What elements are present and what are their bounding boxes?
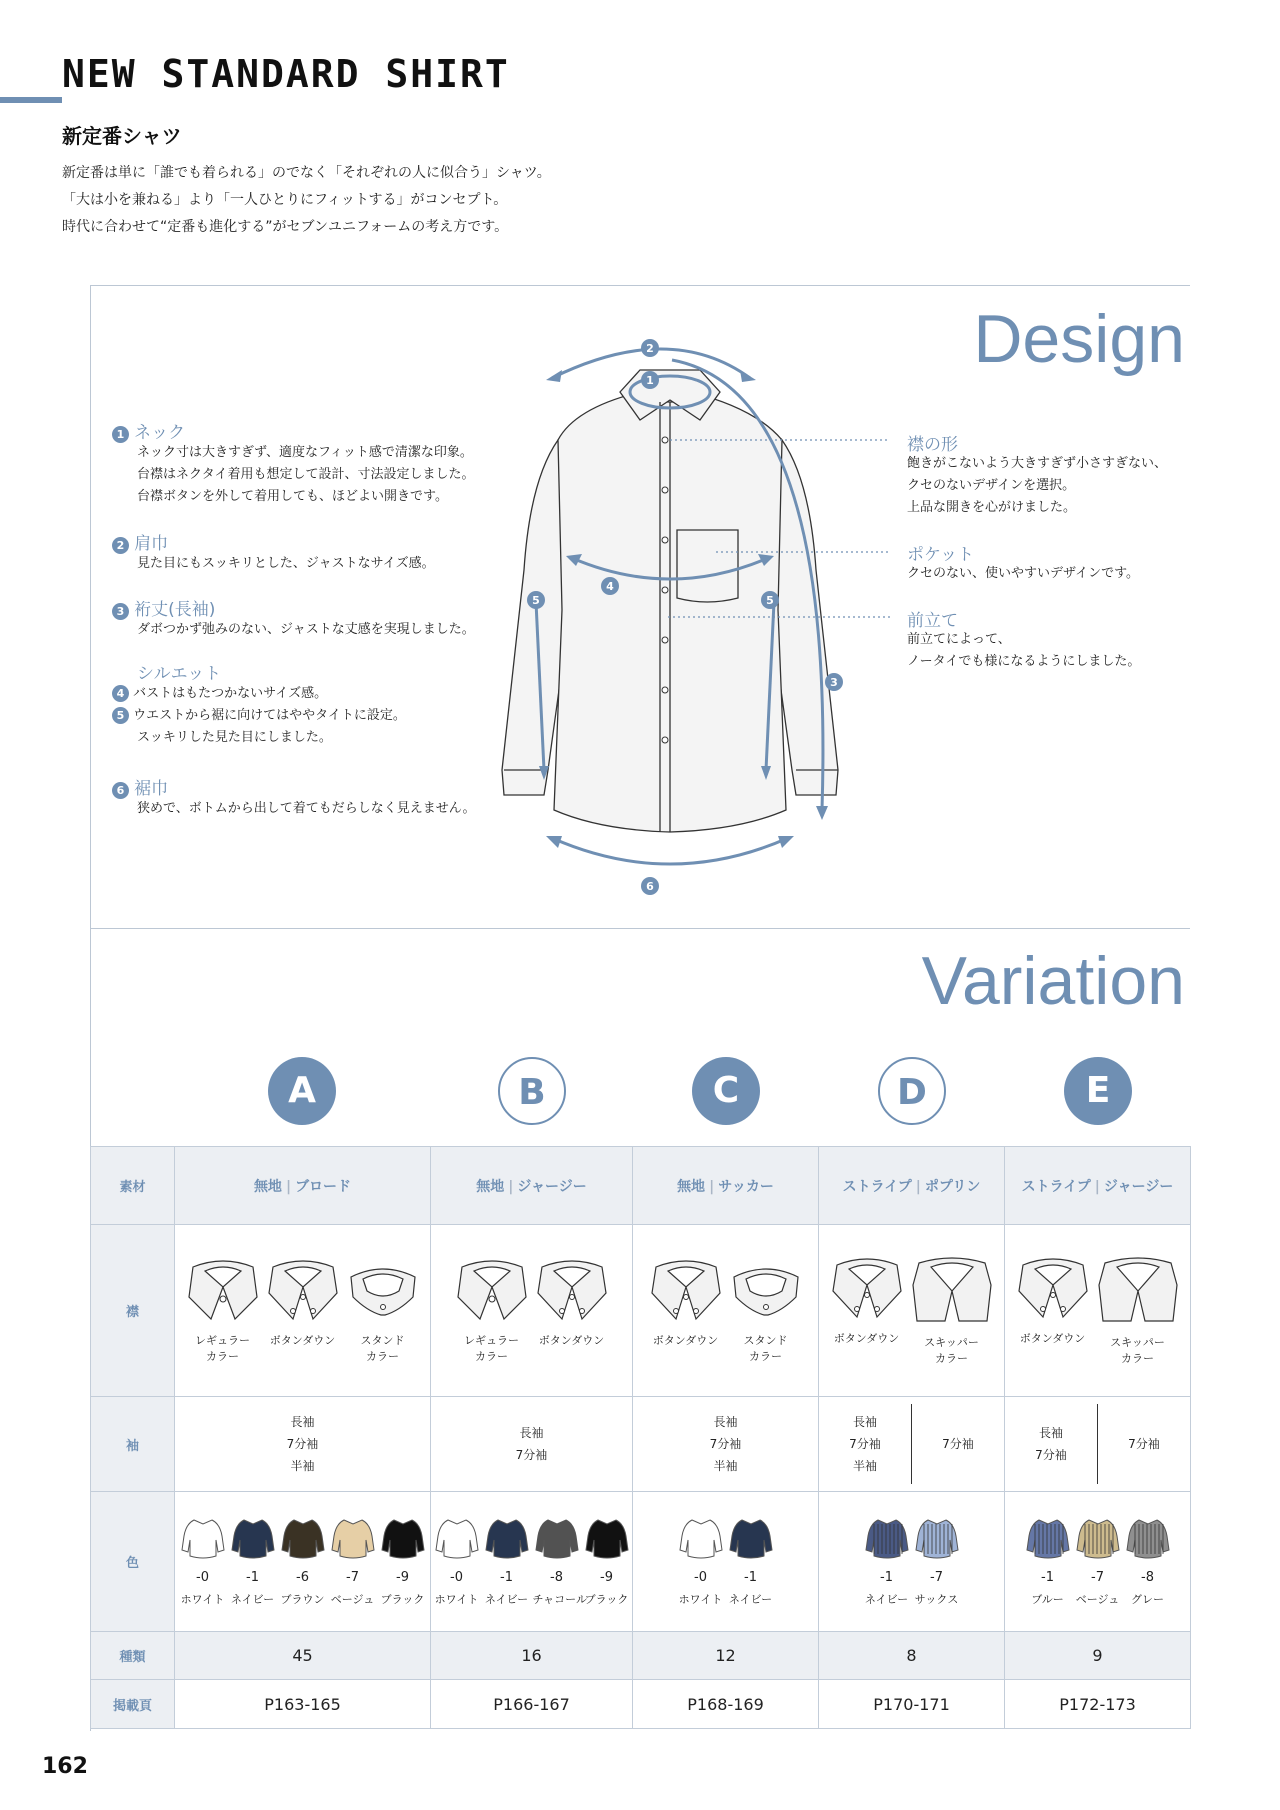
material-cell: 無地 | サッカー xyxy=(633,1147,819,1225)
sleeve-cell xyxy=(175,1397,431,1492)
sleeve-option: 長袖 xyxy=(1038,1426,1063,1440)
color-name: ベージュ xyxy=(330,1593,375,1606)
buttondown-collar xyxy=(831,1255,903,1347)
body-line: クセのないデザインを選択。 xyxy=(907,478,1076,493)
sleeve-option: 7分袖 xyxy=(942,1437,974,1451)
diagram-number: 5 xyxy=(532,594,540,607)
color-name: チャコール xyxy=(532,1593,587,1606)
collar-label: スタンド カラー xyxy=(743,1333,788,1363)
silhouette-text: ウエストから裾に向けてはややタイトに設定。 xyxy=(133,708,406,723)
placket-body xyxy=(907,629,1140,673)
sleeve-list xyxy=(819,1411,911,1477)
design-point-sleeve-length xyxy=(112,595,215,620)
sleeve-option: 7分袖 xyxy=(286,1437,319,1451)
shirt-icon xyxy=(863,1516,911,1564)
sleeve-list xyxy=(633,1411,818,1477)
point-number-badge: 4 xyxy=(112,685,129,702)
shirt-icon xyxy=(179,1516,227,1564)
type-count: 12 xyxy=(633,1632,819,1680)
sleeve-option: 長袖 xyxy=(713,1415,738,1429)
collar-row xyxy=(91,1225,1191,1397)
collar-cell xyxy=(1005,1225,1191,1397)
color-code: -7 xyxy=(930,1570,943,1585)
color-code: -9 xyxy=(600,1570,613,1585)
shirt-diagram xyxy=(490,330,890,900)
color-code: -6 xyxy=(296,1570,309,1585)
shirt-icon xyxy=(279,1516,327,1564)
color-code: -7 xyxy=(346,1570,359,1585)
point-number-badge: 1 xyxy=(112,426,129,443)
point-title: 裾巾 xyxy=(134,779,169,799)
diagram-number: 3 xyxy=(830,676,838,689)
color-cell xyxy=(633,1492,819,1632)
color-swatch xyxy=(863,1516,911,1607)
color-name: ホワイト xyxy=(434,1593,479,1606)
diagram-number: 4 xyxy=(606,580,614,593)
color-swatch xyxy=(379,1516,427,1607)
material-cell: 無地 | ジャージー xyxy=(431,1147,633,1225)
variation-letter-badge: B xyxy=(498,1057,566,1125)
variation-letter-badge: A xyxy=(268,1057,336,1125)
color-code: -0 xyxy=(694,1570,707,1585)
page-reference: P170-171 xyxy=(819,1680,1005,1729)
color-code: -0 xyxy=(196,1570,209,1585)
color-name: ネイビー xyxy=(728,1593,773,1606)
buttondown-collar xyxy=(650,1257,722,1349)
shirt-icon xyxy=(379,1516,427,1564)
color-code: -1 xyxy=(1041,1570,1054,1585)
color-swatch xyxy=(1074,1516,1122,1607)
shirt-icon xyxy=(533,1516,581,1564)
page-subtitle: 新定番シャツ xyxy=(62,124,182,148)
color-name: ネイビー xyxy=(230,1593,275,1606)
row-label: 色 xyxy=(91,1492,175,1632)
collar-icon xyxy=(911,1255,993,1329)
color-code: -1 xyxy=(500,1570,513,1585)
color-name: ホワイト xyxy=(180,1593,225,1606)
color-name: ベージュ xyxy=(1075,1593,1120,1606)
design-point-hem xyxy=(112,774,168,799)
design-point-shoulder xyxy=(112,529,168,554)
collar-shape-title: 襟の形 xyxy=(907,435,958,455)
shirt-icon xyxy=(677,1516,725,1564)
silhouette-title: シルエット xyxy=(137,664,222,684)
sleeve-cell xyxy=(1005,1397,1191,1492)
color-code: -7 xyxy=(1091,1570,1104,1585)
diagram-number: 1 xyxy=(646,374,654,387)
color-swatch xyxy=(727,1516,775,1607)
point-body-line: 台襟ボタンを外して着用しても、ほどよい開きです。 xyxy=(137,489,448,504)
point-title: ネック xyxy=(134,423,186,443)
sleeve-list xyxy=(175,1411,430,1477)
row-label: 素材 xyxy=(91,1147,175,1225)
color-swatch xyxy=(433,1516,481,1607)
collar-label: スキッパー カラー xyxy=(1110,1335,1165,1365)
collar-label: ボタンダウン xyxy=(1019,1331,1086,1345)
regular-collar xyxy=(456,1257,528,1365)
color-swatch xyxy=(1024,1516,1072,1607)
sleeve-list xyxy=(912,1433,1004,1455)
sleeve-cell xyxy=(819,1397,1005,1492)
point-number-badge: 6 xyxy=(112,782,129,799)
point-number-badge: 3 xyxy=(112,603,129,620)
color-cell xyxy=(819,1492,1005,1632)
sleeve-cell xyxy=(431,1397,633,1492)
variation-heading: Variation xyxy=(921,943,1185,1019)
material-cell: ストライプ | ポプリン xyxy=(819,1147,1005,1225)
body-line: ノータイでも様になるようにしました。 xyxy=(907,654,1141,669)
sleeve-row xyxy=(91,1397,1191,1492)
page-title: NEW STANDARD SHIRT xyxy=(62,52,510,96)
color-swatch xyxy=(229,1516,277,1607)
point-body-line: 台襟はネクタイ着用も想定して設計、寸法設定しました。 xyxy=(137,467,475,482)
shirt-icon xyxy=(329,1516,377,1564)
color-swatch xyxy=(677,1516,725,1607)
type-count: 8 xyxy=(819,1632,1005,1680)
color-code: -1 xyxy=(744,1570,757,1585)
sleeve-option: 半袖 xyxy=(713,1459,738,1473)
silhouette-item xyxy=(112,705,406,727)
collar-cell xyxy=(819,1225,1005,1397)
variation-letter-badge: D xyxy=(878,1057,946,1125)
shirt-icon xyxy=(583,1516,631,1564)
color-code: -8 xyxy=(550,1570,563,1585)
collar-icon xyxy=(267,1257,339,1327)
design-heading: Design xyxy=(973,301,1185,377)
collar-cell xyxy=(633,1225,819,1397)
diagram-number: 2 xyxy=(646,342,654,355)
color-name: ブラック xyxy=(380,1593,425,1606)
design-point-neck xyxy=(112,418,185,443)
collar-label: ボタンダウン xyxy=(833,1331,900,1345)
silhouette-extra: スッキリした見た目にしました。 xyxy=(137,730,332,745)
collar-icon xyxy=(347,1257,419,1327)
point-title: 肩巾 xyxy=(134,534,169,554)
color-name: ブルー xyxy=(1031,1593,1064,1606)
regular-collar xyxy=(187,1257,259,1365)
row-label: 掲載頁 xyxy=(91,1680,175,1729)
shirt-icon xyxy=(433,1516,481,1564)
color-code: -1 xyxy=(246,1570,259,1585)
page-reference: P166-167 xyxy=(431,1680,633,1729)
row-label: 襟 xyxy=(91,1225,175,1397)
collar-cell xyxy=(431,1225,633,1397)
color-swatch xyxy=(583,1516,631,1607)
shirt-icon xyxy=(1074,1516,1122,1564)
collar-shape-body xyxy=(907,453,1167,519)
color-name: グレー xyxy=(1131,1593,1164,1606)
intro-line: 時代に合わせて“定番も進化する”がセブンユニフォームの考え方です。 xyxy=(62,219,509,235)
color-cell xyxy=(1005,1492,1191,1632)
page-reference: P168-169 xyxy=(633,1680,819,1729)
sleeve-option: 7分袖 xyxy=(709,1437,742,1451)
point-body xyxy=(137,442,474,508)
material-row xyxy=(91,1147,1191,1225)
sleeve-option: 7分袖 xyxy=(515,1448,548,1462)
shirt-icon xyxy=(913,1516,961,1564)
collar-icon xyxy=(536,1257,608,1327)
color-swatch xyxy=(329,1516,377,1607)
color-swatch xyxy=(279,1516,327,1607)
sleeve-option: 7分袖 xyxy=(1035,1448,1067,1462)
sleeve-list xyxy=(1098,1433,1190,1455)
frame-top-rule xyxy=(90,285,1190,286)
collar-icon xyxy=(831,1255,903,1325)
color-name: ホワイト xyxy=(678,1593,723,1606)
color-cell xyxy=(431,1492,633,1632)
collar-label: レギュラー カラー xyxy=(464,1333,519,1363)
sleeve-option: 半袖 xyxy=(290,1459,315,1473)
color-cell xyxy=(175,1492,431,1632)
collar-label: ボタンダウン xyxy=(538,1333,605,1347)
point-title: 裄丈(長袖) xyxy=(134,600,216,620)
diagram-number: 5 xyxy=(766,594,774,607)
intro-line: 新定番は単に「誰でも着られる」のでなく「それぞれの人に似合う」シャツ。 xyxy=(62,165,551,181)
sleeve-option: 7分袖 xyxy=(849,1437,881,1451)
types-row xyxy=(91,1632,1191,1680)
shirt-icon xyxy=(229,1516,277,1564)
body-line: 上品な開きを心がけました。 xyxy=(907,500,1077,515)
page-reference: P172-173 xyxy=(1005,1680,1191,1729)
shirt-icon xyxy=(1024,1516,1072,1564)
pocket-title: ポケット xyxy=(907,545,975,565)
variation-table xyxy=(90,1146,1191,1729)
point-number-badge: 2 xyxy=(112,537,129,554)
skipper-collar xyxy=(1097,1255,1179,1367)
color-row xyxy=(91,1492,1191,1632)
collar-icon xyxy=(1097,1255,1179,1329)
page-reference: P163-165 xyxy=(175,1680,431,1729)
color-swatch xyxy=(1124,1516,1172,1607)
buttondown-collar xyxy=(267,1257,339,1349)
point-body-line: 見た目にもスッキリとした、ジャストなサイズ感。 xyxy=(137,556,435,571)
silhouette-text: バストはもたつかないサイズ感。 xyxy=(133,686,328,701)
silhouette-item xyxy=(112,683,327,705)
collar-label: スキッパー カラー xyxy=(924,1335,979,1365)
placket-title: 前立て xyxy=(907,611,958,631)
point-body-line: ダボつかず弛みのない、ジャストな丈感を実現しました。 xyxy=(137,622,475,637)
stand-collar xyxy=(730,1257,802,1365)
shirt-icon xyxy=(483,1516,531,1564)
buttondown-collar xyxy=(536,1257,608,1349)
collar-icon xyxy=(187,1257,259,1327)
collar-label: ボタンダウン xyxy=(652,1333,719,1347)
collar-label: ボタンダウン xyxy=(269,1333,336,1347)
pocket-body: クセのない、使いやすいデザインです。 xyxy=(907,566,1140,581)
row-label: 種類 xyxy=(91,1632,175,1680)
row-label: 袖 xyxy=(91,1397,175,1492)
collar-icon xyxy=(456,1257,528,1327)
color-swatch xyxy=(913,1516,961,1607)
body-line: 飽きがこないよう大きすぎず小さすぎない、 xyxy=(907,456,1168,471)
type-count: 16 xyxy=(431,1632,633,1680)
collar-label: レギュラー カラー xyxy=(195,1333,250,1363)
type-count: 9 xyxy=(1005,1632,1191,1680)
collar-label: スタンド カラー xyxy=(360,1333,405,1363)
collar-icon xyxy=(1017,1255,1089,1325)
color-swatch xyxy=(532,1516,587,1607)
color-code: -9 xyxy=(396,1570,409,1585)
material-cell: 無地 | ブロード xyxy=(175,1147,431,1225)
point-number-badge: 5 xyxy=(112,707,129,724)
collar-icon xyxy=(650,1257,722,1327)
sleeve-list xyxy=(431,1422,632,1466)
pages-row xyxy=(91,1680,1191,1729)
variation-letter-badge: E xyxy=(1064,1057,1132,1125)
color-code: -8 xyxy=(1141,1570,1154,1585)
shirt-icon xyxy=(727,1516,775,1564)
sleeve-cell xyxy=(633,1397,819,1492)
color-swatch xyxy=(483,1516,531,1607)
type-count: 45 xyxy=(175,1632,431,1680)
point-body-line: ネック寸は大きすぎず、適度なフィット感で清潔な印象。 xyxy=(137,445,473,460)
collar-icon xyxy=(730,1257,802,1327)
collar-cell xyxy=(175,1225,431,1397)
color-name: ネイビー xyxy=(484,1593,529,1606)
sleeve-option: 7分袖 xyxy=(1128,1437,1160,1451)
variation-letter-badge: C xyxy=(692,1057,760,1125)
sleeve-list xyxy=(1005,1422,1097,1466)
point-body-line: 狭めで、ボトムから出して着てもだらしなく見えません。 xyxy=(137,801,476,816)
color-name: サックス xyxy=(914,1593,959,1606)
stand-collar xyxy=(347,1257,419,1365)
title-accent-bar xyxy=(0,97,62,103)
frame-divider-rule xyxy=(90,928,1190,929)
color-swatch xyxy=(179,1516,227,1607)
color-code: -1 xyxy=(880,1570,893,1585)
shirt-icon xyxy=(1124,1516,1172,1564)
sleeve-option: 長袖 xyxy=(519,1426,544,1440)
color-name: ブラウン xyxy=(280,1593,325,1606)
sleeve-option: 長袖 xyxy=(852,1415,877,1429)
sleeve-option: 長袖 xyxy=(290,1415,315,1429)
color-name: ブラック xyxy=(584,1593,629,1606)
sleeve-option: 半袖 xyxy=(852,1459,877,1473)
intro-line: 「大は小を兼ねる」より「一人ひとりにフィットする」がコンセプト。 xyxy=(62,192,508,208)
body-line: 前立てによって、 xyxy=(907,632,1011,647)
diagram-number: 6 xyxy=(646,880,654,893)
color-name: ネイビー xyxy=(864,1593,909,1606)
shirt-illustration xyxy=(502,370,838,832)
color-code: -0 xyxy=(450,1570,463,1585)
buttondown-collar xyxy=(1017,1255,1089,1347)
skipper-collar xyxy=(911,1255,993,1367)
material-cell: ストライプ | ジャージー xyxy=(1005,1147,1191,1225)
page-number: 162 xyxy=(42,1754,88,1779)
